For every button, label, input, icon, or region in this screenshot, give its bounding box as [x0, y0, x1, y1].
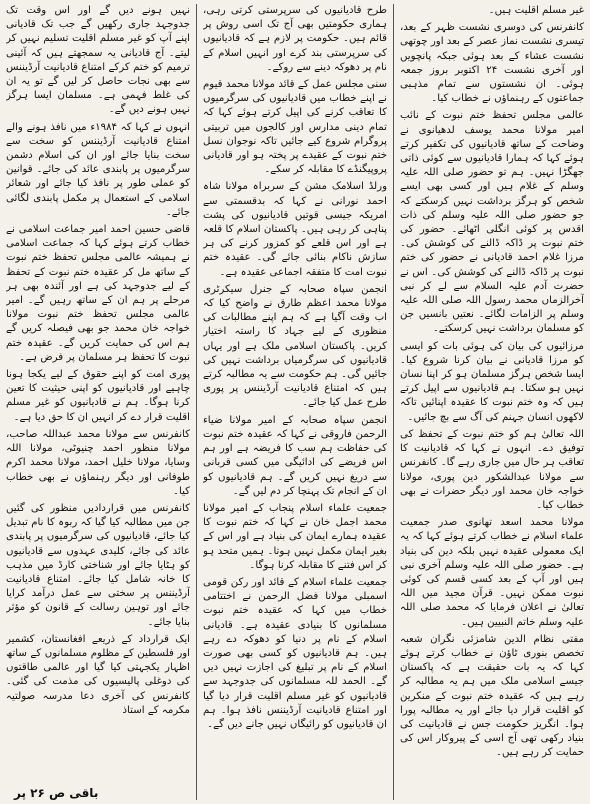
text-columns [6, 4, 584, 800]
article-paragraph: کانفرنس کی دوسری نشست ظہر کے بعد، تیسری نشست نماز عصر کے بعد اور چوتھی نشست عشاء کے بعد ہوئی جبکہ پانچویں اور آخری نشست ۲۴ اکتوبر بروز جمعہ ہوئی۔ ان نشستوں سے تمام مذہبی جماعتوں کے رہنماؤں نے خطاب کیا۔ [400, 22, 584, 105]
article-paragraph: کانفرنس میں قراردادیں منظور کی گئیں جن میں مطالبہ کیا گیا کہ ربوہ کا نام تبدیل کیا جائے، قادیانیوں کی سرگرمیوں پر پابندی عائد کی جائے، کلیدی عہدوں سے قادیانیوں کو ہٹایا جائے اور شناختی کارڈ میں مذہب کا خانہ شامل کیا جائے۔ امتناع قادیانیت آرڈیننس پر سختی سے عمل درآمد کرایا جائے اور توہین رسالت کے قانون کو مؤثر بنایا جائے۔ [6, 502, 190, 628]
article-paragraph: پوری امت کو اپنے حقوق کے لیے یکجا ہونا چاہیے اور قادیانیوں کو اپنی حیثیت کا تعین کرنا ہوگا۔ ہم نے قادیانیوں کو غیر مسلم اقلیت قرار دے کر انہیں ان کا حق دیا ہے۔ [6, 369, 190, 423]
column-divider [196, 4, 197, 800]
continuation-note[interactable]: باقی ص ۲۶ پر [10, 786, 102, 800]
article-paragraph: مفتی نظام الدین شامزئی نگران شعبہ تخصص بنوری ٹاؤن نے خطاب کرتے ہوئے کہا کہ یہ بات حقیقت ہے کہ پاکستان جیسے اسلامی ملک میں ہم یہ مطالبہ کر رہے ہیں کہ عقیدہ ختم نبوت کے منکرین کو اقلیت قرار دیا جائے اور یہ مطالبہ پورا ہوا۔ انگریز حکومت جس نے قادیانیت کی بنیاد رکھی تھی آج اسی کے پیروکار اس کی حمایت کر رہے ہیں۔ [400, 633, 584, 759]
column-left [6, 4, 190, 800]
article-paragraph: جمعیت علماء اسلام کے قائد اور رکن قومی اسمبلی مولانا فضل الرحمن نے اختتامی خطاب میں کہا کہ عقیدہ ختم نبوت مسلمانوں کا بنیادی عقیدہ ہے۔ قادیانی اسلام کے نام پر دنیا کو دھوکہ دے رہے ہیں۔ ہم قادیانیوں کو کسی بھی صورت اسلام کے نام پر تبلیغ کی اجازت نہیں دیں گے۔ الحمد للہ مسلمانوں کی جدوجہد سے قادیانیوں کو غیر مسلم اقلیت قرار دیا گیا اور امتناع قادیانیت آرڈیننس نافذ ہوا۔ ہم ان قادیانیوں کو رائیگاں نہیں جانے دیں گے۔ [203, 576, 387, 730]
article-paragraph: کانفرنس سے مولانا محمد عبداللہ صاحب، مولانا منظور احمد چنیوٹی، مولانا اللہ وسایا، مولانا خلیل احمد، مولانا محمد اکرم طوفانی اور دیگر رہنماؤں نے بھی خطاب کیا۔ [6, 428, 190, 497]
column-divider [393, 4, 394, 800]
article-paragraph: انہوں نے کہا کہ ۱۹۸۴ء میں نافذ ہونے والے امتناع قادیانیت آرڈیننس کو سخت سے سخت بنایا جائے اور ان کی اسلام دشمن سرگرمیوں پر پابندی عائد کی جائے۔ قوانین کو عملی طور پر نافذ کیا جائے اور شعائر اسلامی کے استعمال پر مکمل پابندی لگائی جائے۔ [6, 121, 190, 218]
article-paragraph: نہیں ہونے دیں گے اور اس وقت تک جدوجہد جاری رکھیں گے جب تک قادیانی اپنے آپ کو غیر مسلم اقلیت تسلیم نہیں کر لیتے۔ آج قادیانی یہ سمجھتے ہیں کہ آئینی ترمیم کو ختم کرکے امتناع قادیانیت آرڈیننس سے بھی نجات حاصل کر لیں گے تو یہ ان کی غلط فہمی ہے۔ مسلمان ایسا ہرگز نہیں ہونے دیں گے۔ [6, 5, 190, 116]
column-middle [203, 4, 387, 800]
article-paragraph: جمعیت علماء اسلام پنجاب کے امیر مولانا محمد اجمل خان نے کہا کہ ختم نبوت کا عقیدہ ہمارے ایمان کی بنیاد ہے اور اس کے بغیر ایمان مکمل نہیں ہوتا۔ ہمیں متحد ہو کر اس فتنے کا مقابلہ کرنا ہوگا۔ [203, 502, 387, 571]
article-paragraph: مولانا محمد اسعد تھانوی صدر جمعیت علماء اسلام نے خطاب کرتے ہوئے کہا کہ یہ ایک معمولی عقیدہ نہیں بلکہ دین کی بنیاد ہے۔ حضور صلی اللہ علیہ وسلم آخری نبی ہیں اور آپ کے بعد کسی قسم کی کوئی نبوت ممکن نہیں۔ قرآن مجید میں اللہ تعالیٰ نے اعلان فرمایا کہ محمد صلی اللہ علیہ وسلم خاتم النبیین ہیں۔ [400, 517, 584, 628]
article-paragraph: انجمن سپاہ صحابہ کے جنرل سیکرٹری مولانا محمد اعظم طارق نے واضح کیا کہ اب وقت آگیا ہے کہ ہم اپنے مطالبات کی منظوری کے لیے جہاد کا راستہ اختیار کریں۔ پاکستان اسلامی ملک ہے اور یہاں قادیانیوں کی سرگرمیاں برداشت نہیں کی جائیں گی۔ ہم حکومت سے یہ مطالبہ کرتے ہیں کہ امتناع قادیانیت آرڈیننس پر پوری طرح عمل کیا جائے۔ [203, 283, 387, 409]
article-paragraph: قاضی حسین احمد امیر جماعت اسلامی نے خطاب کرتے ہوئے کہا کہ جماعت اسلامی نے ہمیشہ عالمی مجلس تحفظ ختم نبوت کے ساتھ مل کر عقیدہ ختم نبوت کے تحفظ کے لیے جدوجہد کی ہے اور آئندہ بھی ہر مرحلے پر ہم ان کے ساتھ رہیں گے۔ امیر عالمی مجلس تحفظ ختم نبوت مولانا خواجہ خان محمد جو بھی فیصلہ کریں گے ہم اس کی حمایت کریں گے۔ عقیدہ ختم نبوت کا تحفظ ہر مسلمان پر فرض ہے۔ [6, 224, 190, 363]
article-paragraph: اللہ تعالیٰ ہم کو ختم نبوت کے تحفظ کی توفیق دے۔ انہوں نے کہا کہ قادیانیت کا تعاقب ہر حال میں جاری رہے گا۔ کانفرنس سے مولانا عبدالشکور دین پوری، مولانا خواجہ خان محمد اور دیگر حضرات نے بھی خطاب کیا۔ [400, 428, 584, 511]
article-paragraph: سنی مجلس عمل کے قائد مولانا محمد قیوم نے اپنے خطاب میں قادیانیوں کی سرگرمیوں کا تعاقب کرنے کی اپیل کرتے ہوئے کہا کہ تمام دینی مدارس اور کالجوں میں تربیتی پروگرام شروع کیے جائیں تاکہ نوجوان نسل ختم نبوت کے عقیدے پر پختہ ہو اور قادیانی پروپیگنڈے کا مقابلہ کر سکے۔ [203, 79, 387, 176]
article-paragraph: ایک قرارداد کے ذریعے افغانستان، کشمیر اور فلسطین کے مظلوم مسلمانوں کے ساتھ اظہار یکجہتی کیا گیا اور عالمی طاقتوں کی دوغلی پالیسیوں کی مذمت کی گئی۔ کانفرنس کی آخری دعا مدرسہ صولتیہ مکرمہ کے استاذ [6, 633, 190, 716]
article-paragraph: طرح قادیانیوں کی سرپرستی کرتی رہی، ہماری حکومتیں بھی آج تک اسی روش پر قائم ہیں۔ حکومت پر لازم ہے کہ قادیانیوں کی سرپرستی بند کرے اور انہیں اسلام کے نام پر دھوکہ دینے سے روکے۔ [203, 5, 387, 73]
article-paragraph: غیر مسلم اقلیت ہیں۔ [488, 5, 584, 16]
article-paragraph: مرزائیوں کی بیان کی ہوئی بات کو ایسی کو مرزا قادیانی نے بیان کرنا شروع کیا۔ ایسا شخص ہرگز مسلمان ہو کر اپنا نسان نہیں ہو سکتا۔ ہم قادیانیوں سے اپیل کرتے ہیں کہ وہ ختم نبوت کا عقیدہ اپنائیں تاکہ لاکھوں انسان جہنم کی آگ سے بچ جائیں۔ [400, 340, 584, 423]
article-paragraph: عالمی مجلس تحفظ ختم نبوت کے نائب امیر مولانا محمد یوسف لدھیانوی نے وضاحت کے ساتھ قادیانیوں کی تکفیر کرتے ہوئے کہا کہ ہمارا قادیانیوں سے کوئی ذاتی جھگڑا نہیں۔ ہم تو حضور صلی اللہ علیہ وسلم کے غلام ہیں اور کسی بھی ایسے شخص کو ہرگز برداشت نہیں کرسکتے کہ جو حضور صلی اللہ علیہ وسلم کی ذات اقدس پر کوئی انگلی اٹھائے۔ حضور کی ختم نبوت پر ڈاکہ ڈالنے کی کوشش کی۔ مرزا غلام احمد قادیانی نے حضور کی ختم نبوت پر ڈاکہ ڈالنے کی کوشش کی۔ اس نے حضرت آدم علیہ السلام سے لے کر نبی آخرالزماں محمد رسول اللہ صلی اللہ علیہ وسلم پر الزامات لگائے۔ نعتیں بانسیں جن کو مسلمان برداشت نہیں کرسکتے۔ [400, 110, 584, 335]
article-paragraph: ورلڈ اسلامک مشن کے سربراہ مولانا شاہ احمد نورانی نے کہا کہ بدقسمتی سے امریکہ جیسی قوتیں قادیانیوں کی پشت پناہی کر رہی ہیں۔ پاکستان اسلام کا قلعہ ہے اور اس قلعے کو کمزور کرنے کی ہر سازش ناکام بنائی جائے گی۔ عقیدہ ختم نبوت امت کا متفقہ اجماعی عقیدہ ہے۔ [203, 181, 387, 278]
column-right [400, 4, 584, 800]
article-paragraph: انجمن سپاہ صحابہ کے امیر مولانا ضیاء الرحمن فاروقی نے کہا کہ عقیدہ ختم نبوت کی حفاظت ہم سب کا فریضہ ہے اور ہم اس فریضے کی ادائیگی میں کسی قربانی سے دریغ نہیں کریں گے۔ ہم قادیانیوں کو ان کے انجام تک پہنچا کر دم لیں گے۔ [203, 414, 387, 497]
